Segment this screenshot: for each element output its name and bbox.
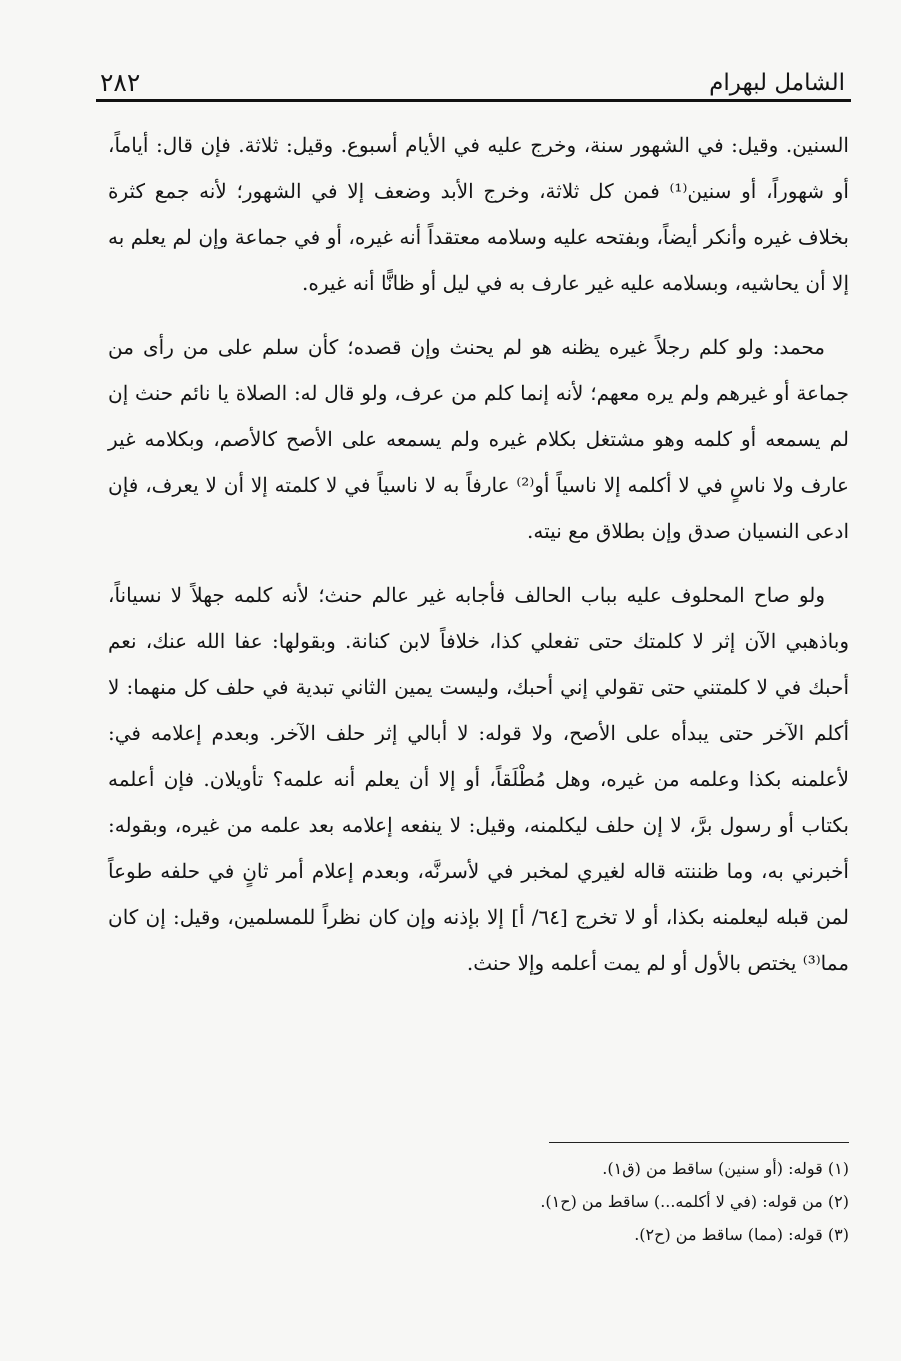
footnote: (٣) قوله: (مما) ساقط من (ح٢). bbox=[634, 1225, 849, 1244]
footnote: (٢) من قوله: (في لا أكلمه...) ساقط من (ح١). bbox=[540, 1192, 849, 1211]
paragraph: السنين. وقيل: في الشهور سنة، وخرج عليه في الأيام أسبوع. وقيل: ثلاثة. فإن قال: أياماً، أو شهوراً، أو سنين⁽¹⁾ فمن كل ثلاثة، وخرج الأبد وضعف إلا في الشهور؛ لأنه جمع كثرة بخلاف غيره وأنكر أيضاً، وبفتحه عليه وسلامه معتقداً أنه غيره، أو في جماعة وإن لم يعلم به إلا أن يحاشيه، وبسلامه عليه غير عارف به في ليل أو ظانًّا أنه غيره. bbox=[108, 133, 849, 295]
paragraph: محمد: ولو كلم رجلاً غيره يظنه هو لم يحنث وإن قصده؛ كأن سلم على من رأى من جماعة أو غيرهم ولم يره معهم؛ لأنه إنما كلم من عرف، ولو قال له: الصلاة يا نائم حنث إن لم يسمعه أو كلمه وهو مشتغل بكلام غيره ولم يسمعه على الأصح كالأصم، وبكلامه غير عارف ولا ناسٍ في لا أكلمه إلا ناسياً أو⁽²⁾ عارفاً به لا ناسياً في لا كلمته إلا أن لا يعرف، فإن ادعى النسيان صدق وإن بطلاق مع نيته. bbox=[108, 335, 849, 543]
paragraph: ولو صاح المحلوف عليه بباب الحالف فأجابه غير عالم حنث؛ لأنه كلمه جهلاً لا نسياناً، وباذهبي الآن إثر لا كلمتك حتى تفعلي كذا، خلافاً لابن كنانة. وبقولها: عفا الله عنك، نعم أحبك في لا كلمتني حتى تقولي إني أحبك، وليست يمين الثاني تبدية في حلف كل منهما: لا أكلم الآخر حتى يبدأه على الأصح، ولا قوله: لا أبالي إثر حلف الآخر. وبعدم إعلامه في: لأعلمنه بكذا وعلمه من غيره، وهل مُطْلَقاً، أو إلا أن يعلم أنه علمه؟ تأويلان. فإن أعلمه بكتاب أو رسول برَّ، لا إن حلف ليكلمنه، وقيل: لا ينفعه إعلامه بعد علمه من غيره، وبقوله: أخبرني به، وما ظننته قاله لغيري لمخبر في لأسرنَّه، وبعدم إعلام أمر ثانٍ في حلفه طوعاً لمن قبله ليعلمنه بكذا، أو لا تخرج [٦٤/ أ] إلا بإذنه وإن كان نظراً للمسلمين، وقيل: إن كان مما⁽³⁾ يختص بالأول أو لم يمت أعلمه وإلا حنث. bbox=[108, 583, 850, 975]
page-number: ٢٨٢ bbox=[100, 68, 141, 97]
footnote: (١) قوله: (أو سنين) ساقط من (ق١). bbox=[602, 1159, 849, 1178]
running-title: الشامل لبهرام bbox=[709, 70, 845, 96]
header-rule bbox=[96, 99, 851, 102]
main-text bbox=[108, 122, 849, 1004]
footnotes bbox=[108, 1152, 849, 1251]
footnote-separator bbox=[549, 1142, 849, 1143]
page-header bbox=[100, 52, 845, 98]
